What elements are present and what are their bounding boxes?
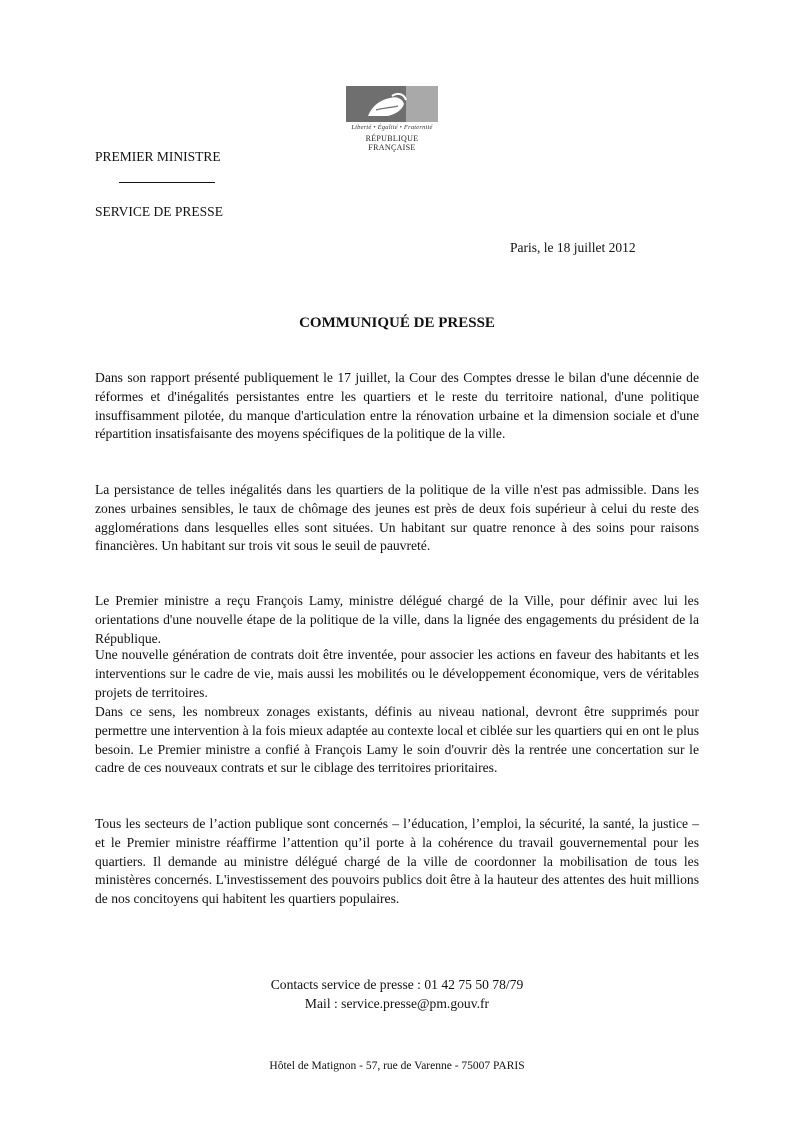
- address-footer: Hôtel de Matignon - 57, rue de Varenne - 75007 PARIS: [269, 1060, 525, 1072]
- logo-name: RÉPUBLIQUE FRANÇAISE: [365, 134, 419, 152]
- paragraph-4: Une nouvelle génération de contrats doit être inventée, pour associer les actions en faveur des habitants et les interventions sur le cadre de vie, mais aussi les mobilités ou le développement économique, vers de véritables projets de territoires.: [95, 647, 699, 700]
- contact-phone: Contacts service de presse : 01 42 75 50 78/79: [270, 977, 524, 992]
- paragraph-6: Tous les secteurs de l’action publique sont concernés – l’éducation, l’emploi, la sécurité, la santé, la justice – et le Premier ministre réaffirme l’attention qu’il porte à la cohérence du travail gouvernemental pour les quartiers. Il demande au ministre délégué chargé de la ville de coordonner la mobilisation de tous les ministères concernés. L'investissement des pouvoirs publics doit être à la hauteur des attentes des huit millions de nos concitoyens qui habitent les quartiers populaires.: [95, 816, 699, 907]
- republique-francaise-logo: [344, 86, 440, 154]
- service-header: SERVICE DE PRESSE: [95, 204, 223, 219]
- marianne-emblem-icon: [346, 86, 438, 122]
- paragraph-5: Dans ce sens, les nombreux zonages existants, définis au niveau national, devront être supprimés pour permettre une intervention à la fois mieux adaptée au contexte local et ciblée sur les quartiers qui en ont le plus besoin. Le Premier ministre a confié à François Lamy le soin d'ouvrir dès la rentrée une concertation sur le cadre de ces nouveaux contrats et sur le ciblage des territoires prioritaires.: [95, 704, 699, 776]
- contact-mail: Mail : service.presse@pm.gouv.fr: [304, 996, 490, 1011]
- paragraph-1: Dans son rapport présenté publiquement le 17 juillet, la Cour des Comptes dresse le bilan d'une décennie de réformes et d'inégalités persistantes entre les quartiers et le reste du territoire national, d'une politique insuffisamment pilotée, du manque d'articulation entre la rénovation urbaine et la dimension sociale et d'une répartition insatisfaisante des moyens spécifiques de la politique de la ville.: [95, 370, 699, 442]
- paragraph-2: La persistance de telles inégalités dans les quartiers de la politique de la ville n'est pas admissible. Dans les zones urbaines sensibles, le taux de chômage des jeunes est près de deux fois supérieur à celui du reste des agglomérations dans lesquelles elles sont situées. Un habitant sur quatre renonce à des soins pour raisons financières. Un habitant sur trois vit sous le seuil de pauvreté.: [95, 482, 699, 554]
- logo-motto: Liberté • Égalité • Fraternité: [351, 124, 433, 131]
- date-line: Paris, le 18 juillet 2012: [510, 240, 636, 255]
- document-title: COMMUNIQUÉ DE PRESSE: [299, 315, 495, 331]
- paragraph-3: Le Premier ministre a reçu François Lamy, ministre délégué chargé de la Ville, pour définir avec lui les orientations d'une nouvelle étape de la politique de la ville, dans la lignée des engagements du président de la République.: [95, 593, 699, 646]
- office-header: PREMIER MINISTRE: [95, 149, 221, 164]
- header-divider: [119, 182, 215, 183]
